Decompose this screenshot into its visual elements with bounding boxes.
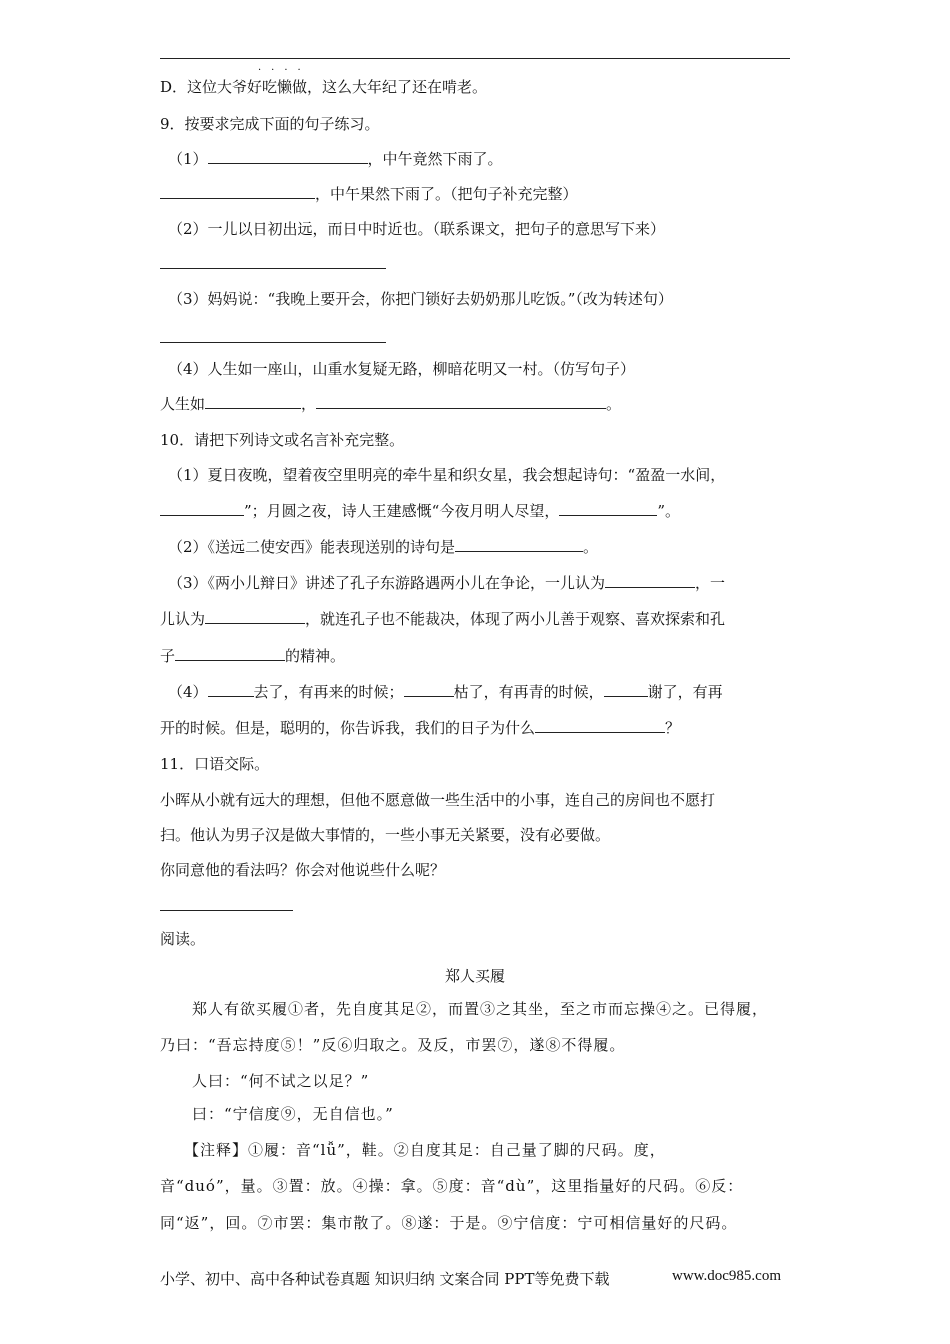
emphasis-dots: ····	[258, 65, 311, 76]
q10-3b-text: ，就连孔子也不能裁决，体现了两小儿善于观察、喜欢探索和孔	[305, 610, 726, 628]
notes-line-1: 【注释】①履：音“lǚ”，鞋。②自度其足：自己量了脚的尺码。度，	[184, 1141, 666, 1159]
answer-blank[interactable]	[208, 682, 254, 697]
answer-blank[interactable]	[535, 718, 665, 733]
q10-3a-text: （3）《两小儿辩日》讲述了孔子东游路遇两小儿在争论，一儿认为	[168, 574, 606, 592]
question-10-title: 10．请把下列诗文或名言补充完整。	[160, 431, 405, 449]
answer-blank[interactable]	[175, 646, 285, 661]
q9-4b-pre: 人生如	[160, 395, 206, 413]
answer-blank[interactable]	[160, 501, 244, 516]
notes-line-2: 音“duó”，量。③置：放。④操：拿。⑤度：音“dù”，这里指量好的尺码。⑥反：	[160, 1177, 744, 1195]
question-9-4: （4）人生如一座山，山重水复疑无路，柳暗花明又一村。（仿写句子）	[168, 360, 636, 378]
question-10-3c	[160, 646, 345, 666]
q10-3a-end: ，一	[695, 574, 726, 592]
question-10-3b	[160, 609, 725, 629]
q10-3b-pre: 儿认为	[160, 610, 206, 628]
q9-1b-text: ，中午果然下雨了。（把句子补充完整）	[315, 185, 578, 203]
question-9-1b	[160, 184, 578, 204]
question-11-paragraph-2: 扫。他认为男子汉是做大事情的，一些小事无关紧要，没有必要做。	[160, 826, 611, 844]
footer	[160, 1268, 782, 1289]
passage-line-1: 郑人有欲买履①者，先自度其足②，而置③之其坐，至之市而忘操④之。已得履，	[192, 1000, 769, 1018]
answer-blank[interactable]	[605, 573, 695, 588]
q9-1-label: （1）	[168, 150, 208, 168]
question-9-title: 9．按要求完成下面的句子练习。	[160, 115, 380, 133]
question-11-title: 11．口语交际。	[160, 755, 270, 773]
answer-blank[interactable]	[208, 149, 368, 164]
question-11-paragraph-1: 小晖从小就有远大的理想，但他不愿意做一些生活中的小事，连自己的房间也不愿打	[160, 791, 716, 809]
q10-1b-mid: ”；月圆之夜，诗人王建感慨“今夜月明人尽望，	[244, 502, 560, 520]
answer-blank[interactable]	[205, 609, 305, 624]
option-d: D．这位大爷好吃懒做，这么大年纪了还在啃老。	[160, 78, 488, 96]
passage-line-4: 曰：“宁信度⑨，无自信也。”	[192, 1105, 394, 1123]
q10-4a-end: 谢了，有再	[647, 683, 723, 701]
header-rule	[160, 58, 790, 59]
q10-4-label: （4）	[168, 683, 208, 701]
answer-line[interactable]	[160, 342, 386, 343]
q10-2-text: （2）《送远二使安西》能表现送别的诗句是	[168, 538, 456, 556]
answer-blank[interactable]	[455, 537, 583, 552]
question-9-3: （3）妈妈说：“我晚上要开会，你把门锁好去奶奶那儿吃饭。”（改为转述句）	[168, 290, 673, 308]
answer-blank[interactable]	[604, 682, 648, 697]
footer-text: 小学、初中、高中各种试卷真题 知识归纳 文案合同 PPT等免费下载	[160, 1270, 610, 1288]
answer-blank[interactable]	[160, 184, 315, 199]
q10-4a-m1: 去了，有再来的时候；	[253, 683, 404, 701]
question-9-4b	[160, 394, 621, 414]
question-10-4a	[168, 682, 723, 702]
q9-4b-mid: ，	[301, 395, 317, 413]
q10-3c-end: 的精神。	[285, 647, 346, 665]
q9-4b-end: 。	[606, 395, 622, 413]
question-10-1a: （1）夏日夜晚，望着夜空里明亮的牵牛星和织女星，我会想起诗句：“盈盈一水间，	[168, 466, 726, 484]
q10-4b-end: ？	[665, 719, 681, 737]
answer-blank[interactable]	[559, 501, 657, 516]
answer-blank[interactable]	[205, 394, 301, 409]
answer-blank[interactable]	[404, 682, 454, 697]
question-9-1a	[168, 149, 503, 169]
passage-line-3: 人曰：“何不试之以足？”	[192, 1072, 370, 1090]
q10-4b-text: 开的时候。但是，聪明的，你告诉我，我们的日子为什么	[160, 719, 536, 737]
q10-3c-pre: 子	[160, 647, 176, 665]
question-11-question: 你同意他的看法吗？你会对他说些什么呢？	[160, 861, 446, 879]
question-10-2	[168, 537, 598, 557]
passage-line-2: 乃曰：“吾忘持度⑤！”反⑥归取之。及反，市罢⑦，遂⑧不得履。	[160, 1036, 626, 1054]
notes-line-3: 同“返”，回。⑦市罢：集市散了。⑧遂：于是。⑨宁信度：宁可相信量好的尺码。	[160, 1214, 738, 1232]
q10-2-end: 。	[583, 538, 599, 556]
answer-blank[interactable]	[316, 394, 606, 409]
answer-line[interactable]	[160, 910, 293, 911]
question-10-1b	[160, 501, 680, 521]
question-10-4b	[160, 718, 680, 738]
q10-1b-end: ”。	[657, 502, 681, 520]
answer-line[interactable]	[160, 268, 386, 269]
question-10-3a	[168, 573, 725, 593]
passage-title: 郑人买履	[444, 967, 505, 985]
q9-1a-text: ，中午竟然下雨了。	[367, 150, 503, 168]
q10-4a-m2: 枯了，有再青的时候，	[453, 683, 604, 701]
question-9-2: （2）一儿以日初出远，而日中时近也。（联系课文，把句子的意思写下来）	[168, 220, 666, 238]
reading-label: 阅读。	[160, 930, 206, 948]
footer-url[interactable]: www.doc985.com	[672, 1268, 782, 1284]
